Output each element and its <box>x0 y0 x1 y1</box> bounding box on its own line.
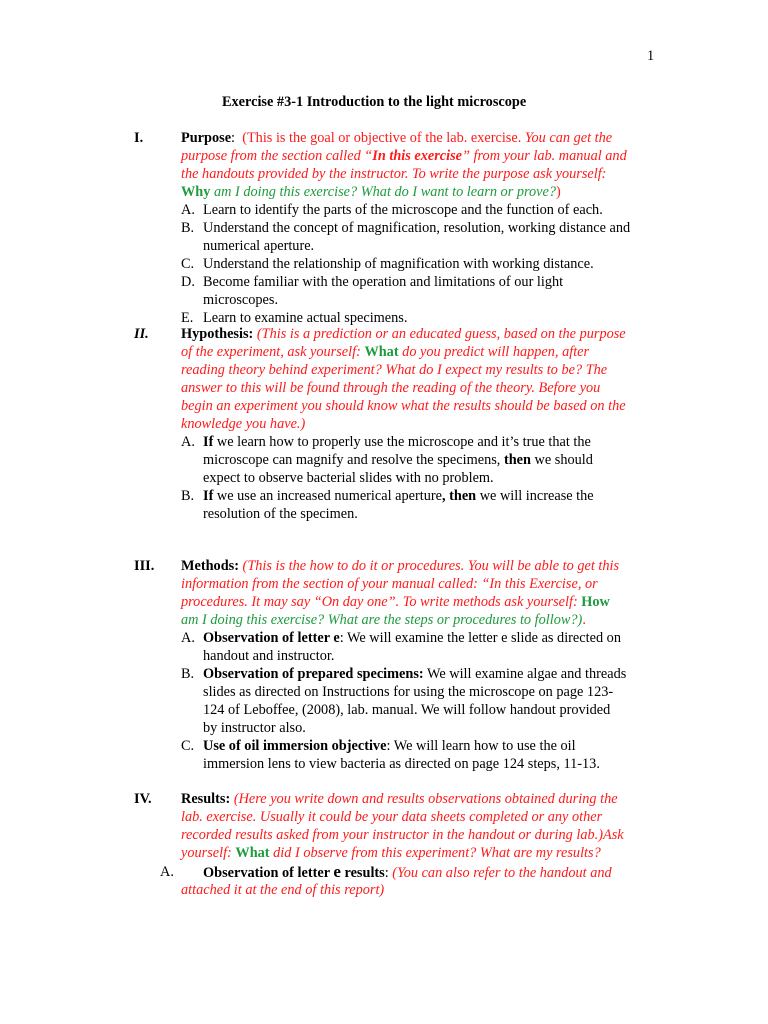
list-item-text <box>203 665 626 683</box>
list-item-text: expect to observe bacterial slides with no problem. <box>203 470 494 486</box>
purpose-note-2c: ” from your lab. manual and <box>462 148 627 164</box>
list-item-label: E. <box>181 310 194 326</box>
purpose-line-2 <box>181 147 661 165</box>
list-item-label: B. <box>181 666 195 682</box>
list-item-text: numerical aperture. <box>203 238 315 254</box>
list-item-text: slides as directed on Instructions for using the microscope on page 123- <box>203 684 614 700</box>
list-item-label: A. <box>181 630 195 646</box>
list-item-label: A. <box>160 864 174 880</box>
list-item-text: microscopes. <box>203 292 279 308</box>
purpose-colon: : <box>231 130 236 146</box>
list-item-text <box>203 487 594 505</box>
methods-b-heading: Observation of prepared specimens: <box>203 666 424 682</box>
list-item-continued <box>181 647 661 665</box>
list-item-continued <box>181 719 661 737</box>
section-numeral-results: IV. <box>134 791 152 807</box>
hypothesis-b-text-2: we will increase the <box>476 488 594 504</box>
list-item-text <box>203 433 591 451</box>
list-item-text: handout and instructor. <box>203 648 335 664</box>
methods-note-1: (This is the how to do it or procedures. You will be able to get this <box>238 558 620 574</box>
methods-line-4 <box>181 611 661 629</box>
purpose-note-2a: purpose from the section called “ <box>181 148 373 164</box>
hypothesis-note-2a: of the experiment, ask yourself: <box>181 344 365 360</box>
list-item-text: by instructor also. <box>203 720 306 736</box>
section-results <box>181 790 661 862</box>
list-item <box>181 255 661 273</box>
list-item <box>181 737 661 755</box>
list-item-continued <box>181 291 661 309</box>
section-purpose <box>181 129 661 327</box>
hypothesis-line-3: reading theory behind experiment? What do I expect my results to be? The <box>181 362 608 378</box>
list-item-continued <box>181 755 661 773</box>
purpose-why: Why <box>181 184 211 200</box>
hypothesis-line-4: answer to this will be found through the reading of the theory. Before you <box>181 380 601 396</box>
list-item-continued <box>181 237 661 255</box>
results-a-heading-2: results <box>340 865 385 881</box>
hypothesis-what: What <box>364 344 399 360</box>
methods-line-1 <box>181 557 661 575</box>
list-item-text <box>203 629 621 647</box>
list-item-label: C. <box>181 256 195 272</box>
methods-c-heading: Use of oil immersion objective <box>203 738 387 754</box>
results-a-line-1 <box>203 863 612 882</box>
methods-note-4-end: . <box>582 612 586 628</box>
results-line-3: recorded results asked from your instructor in the handout or during lab.)Ask <box>181 827 624 843</box>
hypothesis-then: , then <box>441 488 477 504</box>
section-numeral-hypothesis: II. <box>134 326 149 342</box>
list-item-text <box>203 451 593 469</box>
hypothesis-note-2c: do you predict will happen, after <box>398 344 590 360</box>
section-numeral-methods: III. <box>134 558 155 574</box>
section-hypothesis <box>181 325 661 523</box>
purpose-heading: Purpose <box>181 130 232 146</box>
methods-line-2: information from the section of your manual called: “In this Exercise, or <box>181 576 598 592</box>
results-a-line-2: attached it at the end of this report) <box>181 882 385 898</box>
list-item <box>181 273 661 291</box>
hypothesis-a-text-1: we learn how to properly use the microscope and it’s true that the <box>213 434 591 450</box>
hypothesis-line-6: knowledge you have.) <box>181 416 306 432</box>
methods-a-heading: Observation of letter e <box>203 630 340 646</box>
list-item-text: Learn to examine actual specimens. <box>203 310 408 326</box>
hypothesis-a-text-3: we should <box>530 452 593 468</box>
methods-c-text: : We will learn how to use the oil <box>386 738 576 754</box>
methods-line-3 <box>181 593 661 611</box>
list-item <box>181 665 661 683</box>
methods-a-text: : We will examine the letter e slide as directed on <box>339 630 621 646</box>
list-item-label: A. <box>181 202 195 218</box>
results-a-note-1: (You can also refer to the handout and <box>388 865 612 881</box>
list-item-text: immersion lens to view bacteria as directed on page 124 steps, 11-13. <box>203 756 600 772</box>
results-line-2: lab. exercise. Usually it could be your data sheets completed or any other <box>181 809 603 825</box>
results-what: What <box>235 845 270 861</box>
results-a-heading: Observation of letter <box>203 865 334 881</box>
purpose-note-4b: am I doing this exercise? What do I want to learn or prove? <box>210 184 556 200</box>
list-item-label: B. <box>181 488 195 504</box>
hypothesis-note-1: (This is a prediction or an educated guess, based on the purpose <box>253 326 626 342</box>
page-title: Exercise #3-1 Introduction to the light microscope <box>222 94 527 110</box>
list-item <box>181 629 661 647</box>
hypothesis-then: then <box>503 452 531 468</box>
methods-how: How <box>581 594 610 610</box>
methods-note-4: am I doing this exercise? What are the steps or procedures to follow?) <box>181 612 583 628</box>
methods-note-3a: procedures. It may say “On day one”. To write methods ask yourself: <box>181 594 582 610</box>
purpose-note-2b: In this exercise <box>372 148 463 164</box>
list-item-text: Understand the relationship of magnification with working distance. <box>203 256 594 272</box>
section-methods <box>181 557 661 773</box>
list-item <box>181 433 661 451</box>
list-item-text: Understand the concept of magnification, resolution, working distance and <box>203 220 631 236</box>
list-item-continued <box>181 683 661 701</box>
purpose-line-3: the handouts provided by the instructor. To write the purpose ask yourself: <box>181 166 607 182</box>
list-item-text <box>203 737 576 755</box>
hypothesis-b-text-1: we use an increased numerical aperture <box>213 488 442 504</box>
list-item-text: resolution of the specimen. <box>203 506 358 522</box>
results-a-letter-e: e <box>333 862 341 881</box>
list-item-continued <box>181 469 661 487</box>
results-line-4 <box>181 844 661 862</box>
hypothesis-if: If <box>203 434 214 450</box>
list-item-continued <box>181 701 661 719</box>
list-item <box>181 219 661 237</box>
purpose-note-italic: You can get the <box>524 130 613 146</box>
list-item-label: C. <box>181 738 195 754</box>
hypothesis-line-1 <box>181 325 661 343</box>
results-heading: Results: <box>181 791 231 807</box>
results-line-1 <box>181 790 661 808</box>
list-item-label: A. <box>181 434 195 450</box>
list-item <box>181 201 661 219</box>
list-item-continued <box>181 505 661 523</box>
results-note-4a: yourself: <box>181 845 236 861</box>
list-item-label: D. <box>181 274 195 290</box>
list-item <box>181 487 661 505</box>
methods-b-text: We will examine algae and threads <box>423 666 627 682</box>
list-item-text: Become familiar with the operation and limitations of our light <box>203 274 564 290</box>
page-number: 1 <box>647 48 655 64</box>
results-note-4c: did I observe from this experiment? What are my results? <box>269 845 601 861</box>
hypothesis-a-text-2: microscope can magnify and resolve the specimens, <box>203 452 504 468</box>
list-item-label: B. <box>181 220 195 236</box>
list-item-text: 124 of Leboffee, (2008), lab. manual. We will follow handout provided <box>203 702 611 718</box>
hypothesis-line-2 <box>181 343 661 361</box>
list-item-continued <box>181 451 661 469</box>
list-item-text: Learn to identify the parts of the microscope and the function of each. <box>203 202 603 218</box>
hypothesis-heading: Hypothesis: <box>181 326 254 342</box>
purpose-line-1 <box>181 129 661 147</box>
section-numeral-purpose: I. <box>134 130 144 146</box>
purpose-line-4 <box>181 183 661 201</box>
results-a-colon: : <box>384 865 389 881</box>
hypothesis-line-5: begin an experiment you should know what the results should be based on the <box>181 398 626 414</box>
purpose-note: (This is the goal or objective of the lab. exercise. <box>242 130 525 146</box>
hypothesis-if: If <box>203 488 214 504</box>
purpose-note-4c: ) <box>556 184 561 200</box>
methods-heading: Methods: <box>181 558 239 574</box>
results-note-1: (Here you write down and results observations obtained during the <box>230 791 618 807</box>
